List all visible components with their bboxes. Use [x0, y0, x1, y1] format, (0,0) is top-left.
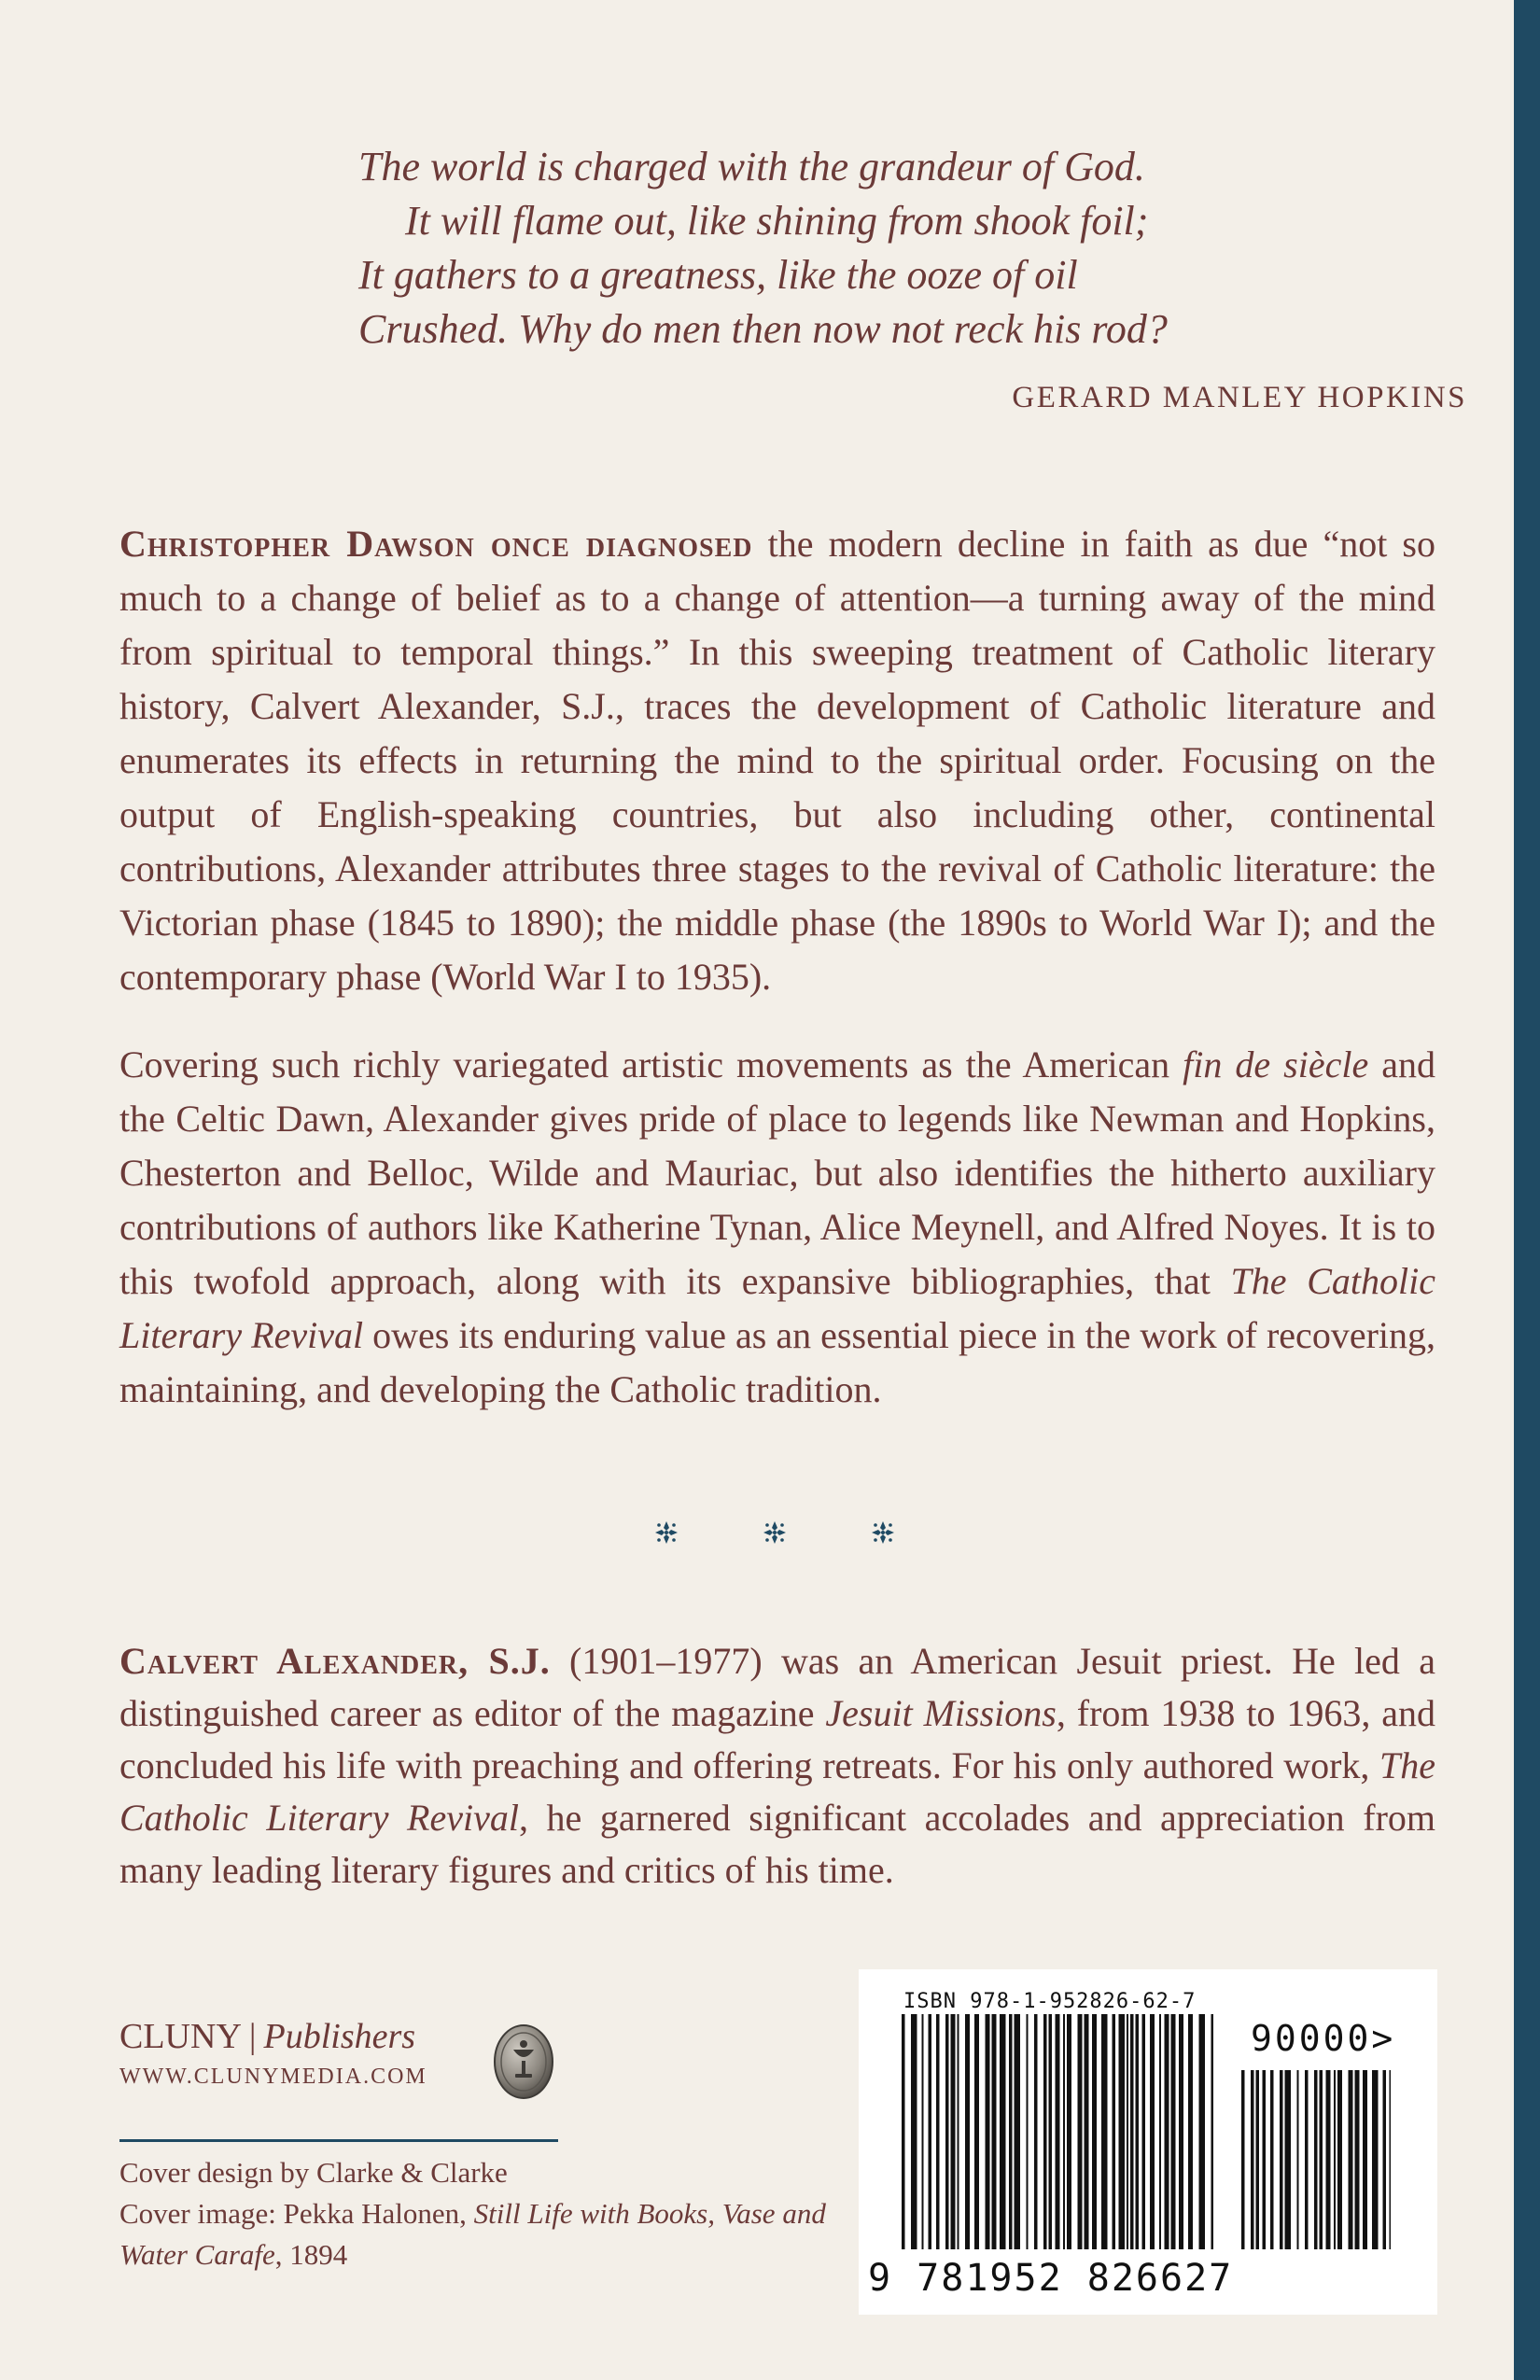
- image-credit: [119, 2193, 829, 2275]
- poem-attribution: GERARD MANLEY HOPKINS: [1012, 381, 1467, 414]
- barcode-bar: [1280, 2070, 1283, 2249]
- barcode-bar: [974, 2014, 979, 2249]
- magazine-title: Jesuit Missions: [825, 1692, 1057, 1734]
- barcode-bar: [1305, 2070, 1309, 2249]
- barcode-bar: [1256, 2070, 1260, 2249]
- barcode: [859, 1969, 1437, 2315]
- book-description: [119, 517, 1435, 1450]
- barcode-bar: [958, 2014, 959, 2249]
- fleuron-icon: [870, 1519, 896, 1546]
- author-bio: [119, 1635, 1435, 1897]
- barcode-bar: [1241, 2070, 1245, 2249]
- barcode-bar: [986, 2014, 990, 2249]
- publisher-rule: [119, 2139, 558, 2142]
- ean-digits: 9 781952 826627: [868, 2257, 1234, 2300]
- publisher-imprint: Publishers: [263, 2017, 416, 2056]
- barcode-bar: [1000, 2014, 1006, 2249]
- paragraph-text: and the Celtic Dawn, Alexander gives pride of place to legends like Newman and Hopkins, Chesterton and Belloc, Wilde and Mauriac, but also identifies the hitherto auxiliary contributions of authors like Katherine Tynan, Alice Meynell, and Alfred Noyes. It is to this twofold approach, along with its expansive bibliographies, that: [119, 1043, 1435, 1302]
- paragraph-text: owes its enduring value as an essential piece in the work of recovering, maintaining, and developing the Catholic tradition.: [119, 1314, 1435, 1410]
- book-title: The Catholic Literary Revival: [119, 1260, 1435, 1356]
- barcode-bar: [1067, 2014, 1071, 2249]
- barcode-bar: [1085, 2014, 1089, 2249]
- paragraph-text: the modern decline in faith as due “not so much to a change of belief as to a change of attention—a turning away of the mind from spiritual to temporal things.” In this sweeping treatment of Catholic literary history, Calvert Alexander, S.J., traces the development of Catholic literature and enumerates its effects in returning the mind to the spiritual order. Focusing on the output of English-speaking countries, but also including other, continental contributions, Alexander attributes three stages to the revival of Catholic literature: the Victorian phase (1845 to 1890); the middle phase (the 1890s to World War I); and the contemporary phase (World War I to 1935).: [119, 523, 1435, 998]
- barcode-bar: [1383, 2070, 1387, 2249]
- barcode-bar: [1027, 2014, 1029, 2249]
- barcode-bar: [1009, 2014, 1013, 2249]
- barcode-bar: [1188, 2014, 1193, 2249]
- price-code: 90000>: [1251, 2018, 1396, 2059]
- lead-in: Christopher Dawson once diagnosed: [119, 523, 753, 565]
- isbn-number: ISBN 978-1-952826-62-7: [903, 1990, 1197, 2013]
- section-divider: [653, 1519, 896, 1546]
- book-title: The Catholic Literary Revival: [119, 1744, 1435, 1839]
- barcode-bar: [1101, 2014, 1108, 2249]
- barcode-bar: [1043, 2014, 1047, 2249]
- barcode-bar: [1171, 2014, 1176, 2249]
- barcode-bar: [1297, 2070, 1299, 2249]
- barcode-bar: [1314, 2070, 1318, 2249]
- barcode-bar: [1337, 2070, 1342, 2249]
- poem-line: It will flame out, like shining from shook foil;: [405, 198, 1149, 244]
- barcode-bar: [965, 2014, 970, 2249]
- painting-title: Still Life with Books, Vase and Water Carafe: [119, 2197, 826, 2271]
- publisher-seal-icon: [493, 2023, 554, 2100]
- spine-strip: [1514, 0, 1540, 2380]
- italic-term: fin de siècle: [1183, 1043, 1369, 1085]
- barcode-bar: [1063, 2014, 1065, 2249]
- publisher-url[interactable]: WWW.CLUNYMEDIA.COM: [119, 2065, 427, 2089]
- description-paragraph-1: [119, 517, 1435, 1004]
- bio-text: , he garnered significant accolades and appreciation from many leading literary figures and critics of his time.: [119, 1797, 1435, 1891]
- image-credit-prefix: Cover image: Pekka Halonen,: [119, 2197, 474, 2230]
- barcode-bar: [951, 2014, 956, 2249]
- barcode-bar: [1015, 2014, 1021, 2249]
- fleuron-icon: [653, 1519, 679, 1546]
- barcode-bar: [1372, 2070, 1379, 2249]
- painting-year: , 1894: [274, 2238, 348, 2271]
- barcode-bar: [1136, 2014, 1140, 2249]
- poem-line: It gathers to a greatness, like the ooze of oil: [358, 252, 1078, 298]
- barcode-bar: [902, 2014, 905, 2249]
- fleuron-icon: [762, 1519, 788, 1546]
- barcode-bar: [1159, 2014, 1161, 2249]
- barcode-bar: [1285, 2070, 1292, 2249]
- barcode-bar: [992, 2014, 997, 2249]
- barcode-bar: [1179, 2014, 1183, 2249]
- barcode-bar: [1113, 2014, 1116, 2249]
- barcode-bar: [1251, 2070, 1254, 2249]
- barcode-bar: [1211, 2014, 1214, 2249]
- barcode-bar: [1326, 2070, 1331, 2249]
- publisher-wordmark: CLUNY: [119, 2017, 242, 2056]
- barcode-bar: [1092, 2014, 1097, 2249]
- separator: |: [248, 2017, 257, 2056]
- barcode-bar: [1390, 2070, 1392, 2249]
- bio-text: , from 1938 to 1963, and concluded his life with preaching and offering retreats. For his only authored work,: [119, 1692, 1435, 1786]
- cover-credits: [119, 2152, 829, 2275]
- bio-text: (1901–1977) was an American Jesuit priest. He led a distinguished career as editor of the magazine: [119, 1640, 1435, 1734]
- barcode-bar: [1049, 2014, 1053, 2249]
- design-credit: Cover design by Clarke & Clarke: [119, 2156, 508, 2189]
- barcode-bar: [1320, 2070, 1323, 2249]
- barcode-bar: [1034, 2014, 1038, 2249]
- barcode-bar: [1150, 2014, 1155, 2249]
- description-paragraph-2: [119, 1038, 1435, 1417]
- barcode-bar: [1199, 2014, 1206, 2249]
- barcode-bar: [1119, 2014, 1126, 2249]
- barcode-bar: [1334, 2070, 1336, 2249]
- barcode-bar: [1349, 2070, 1353, 2249]
- barcode-bar: [1263, 2070, 1267, 2249]
- barcode-bar: [922, 2014, 924, 2249]
- barcode-bar: [1056, 2014, 1060, 2249]
- poem-line: Crushed. Why do men then now not reck his rod?: [358, 306, 1168, 352]
- barcode-bar: [1363, 2070, 1367, 2249]
- barcode-bar: [945, 2014, 949, 2249]
- barcode-bar: [1165, 2014, 1169, 2249]
- author-name: Calvert Alexander, S.J.: [119, 1640, 551, 1682]
- barcode-bar: [1355, 2070, 1360, 2249]
- barcode-bar: [1142, 2014, 1146, 2249]
- barcode-bar: [1130, 2014, 1134, 2249]
- barcode-bar: [929, 2014, 932, 2249]
- poem-line: The world is charged with the grandeur of God.: [358, 144, 1145, 189]
- paragraph-text: Covering such richly variegated artistic movements as the American: [119, 1043, 1183, 1085]
- barcode-bar: [936, 2014, 940, 2249]
- barcode-bar: [911, 2014, 917, 2249]
- barcode-bar: [1078, 2014, 1083, 2249]
- barcode-bar: [1127, 2014, 1128, 2249]
- epigraph-poem: [358, 140, 1478, 357]
- barcode-bar: [1270, 2070, 1274, 2249]
